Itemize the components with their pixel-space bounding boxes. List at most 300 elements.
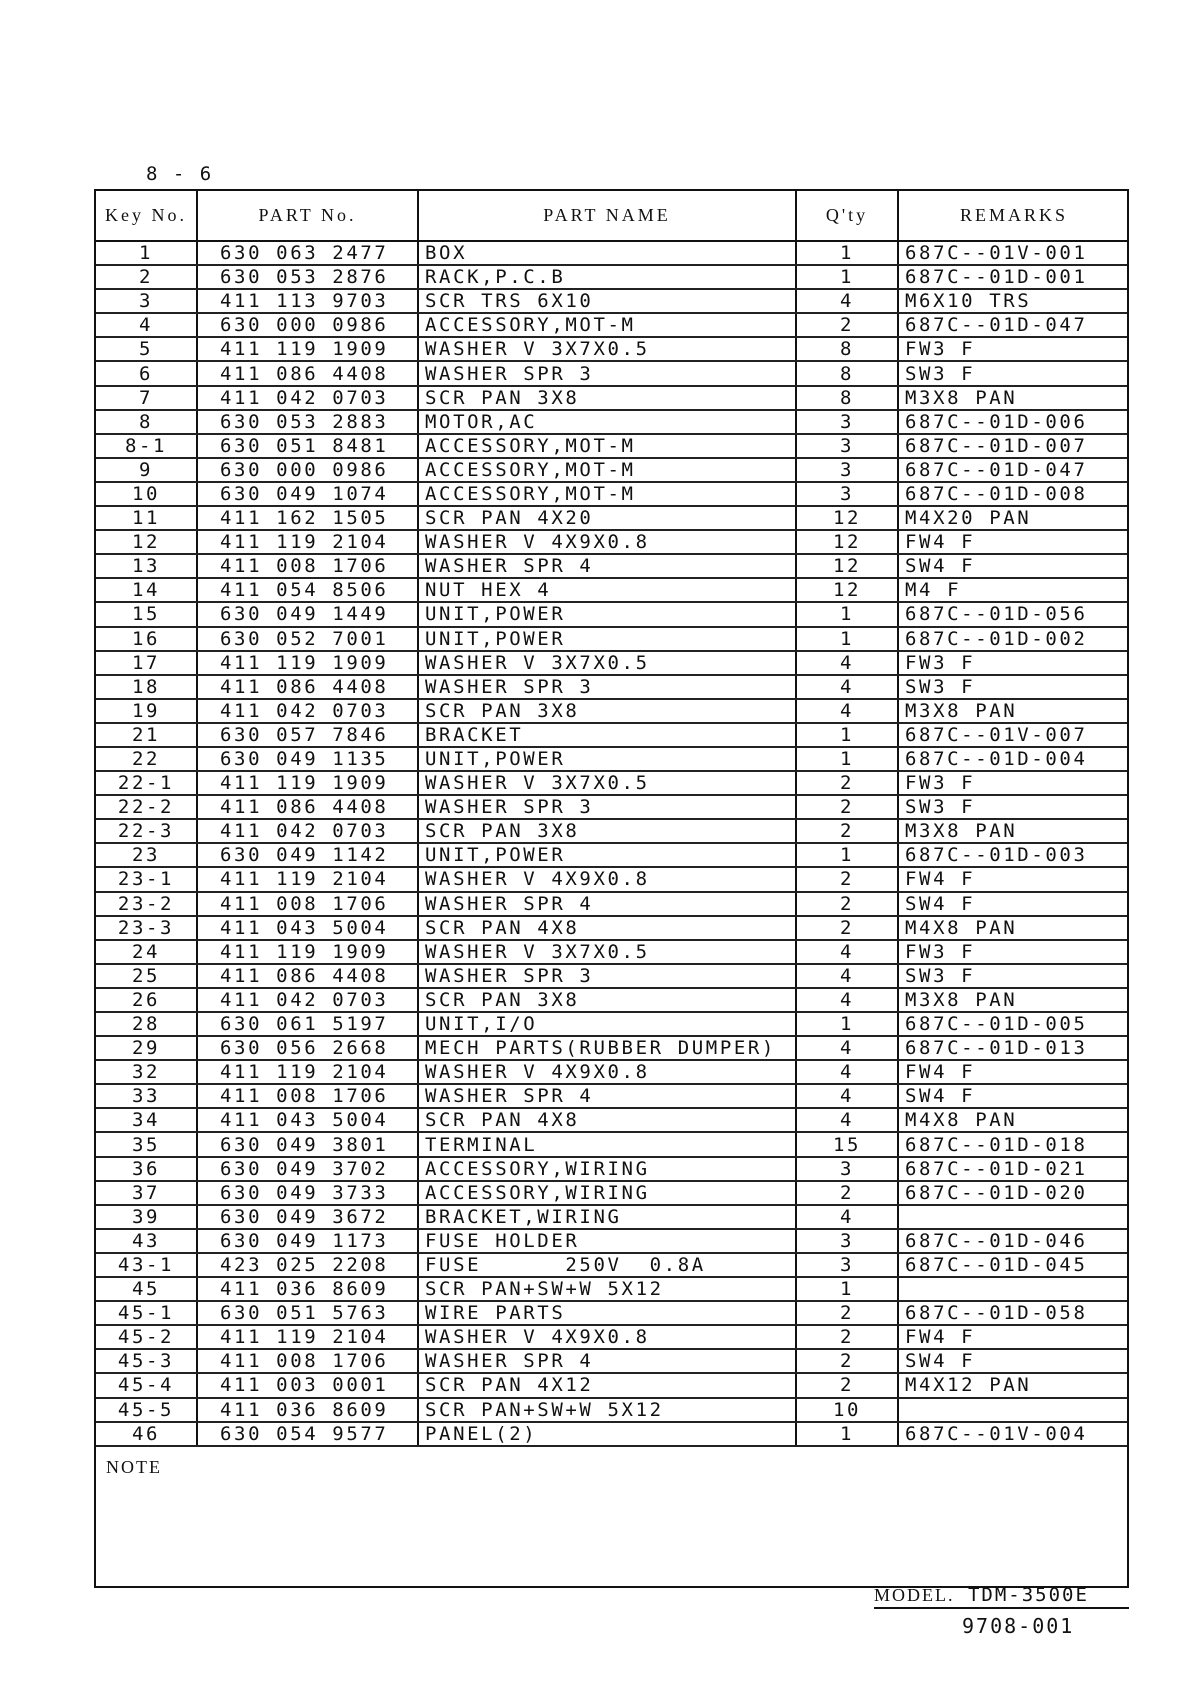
remarks-cell: FW4 F [905,531,976,554]
table-header [96,191,1127,242]
remarks-cell: 687C--01V-001 [905,242,1088,265]
remarks-cell: SW4 F [905,555,976,578]
header-part-no: PART No. [198,191,419,240]
table-row [96,893,1127,917]
table-row [96,1109,1127,1133]
remarks-cell: 687C--01D-047 [905,458,1088,481]
header-remarks: REMARKS [959,205,1069,225]
remarks-cell: M4X12 PAN [905,1374,1032,1397]
part-no-cell: 411 119 2104 [198,1326,419,1348]
qty-cell: 4 [797,941,899,963]
part-name-cell: WASHER V 3X7X0.5 [419,941,797,963]
table-row [96,1399,1127,1423]
key-no-cell: 17 [96,652,198,674]
part-no-cell: 411 008 1706 [198,1085,419,1107]
part-no-cell: 630 049 3801 [198,1133,419,1155]
key-no-cell: 37 [96,1182,198,1204]
remarks-cell: 687C--01D-004 [905,748,1088,771]
qty-cell: 2 [797,820,899,842]
part-no-cell: 630 049 1449 [198,603,419,625]
qty-cell: 3 [797,1254,899,1276]
part-name-cell: WASHER V 3X7X0.5 [419,772,797,794]
table-row [96,1254,1127,1278]
remarks-cell [899,1278,1127,1300]
key-no-cell: 2 [96,266,198,288]
qty-cell: 4 [797,1206,899,1228]
key-no-cell: 22-3 [96,820,198,842]
key-no-cell: 39 [96,1206,198,1228]
part-no-cell: 411 008 1706 [198,1350,419,1372]
part-no-cell: 630 049 1173 [198,1230,419,1252]
qty-cell: 2 [797,314,899,336]
key-no-cell: 23-2 [96,893,198,915]
model-line [874,1584,1129,1609]
part-no-cell: 411 119 1909 [198,652,419,674]
part-no-cell: 411 043 5004 [198,917,419,939]
qty-cell: 2 [797,1302,899,1324]
qty-cell: 12 [797,531,899,553]
key-no-cell: 36 [96,1158,198,1180]
part-no-cell: 630 000 0986 [198,459,419,481]
remarks-cell: M6X10 TRS [905,290,1032,313]
part-name-cell: WASHER SPR 4 [419,1085,797,1107]
qty-cell: 4 [797,1109,899,1131]
qty-cell: 1 [797,748,899,770]
qty-cell: 2 [797,1326,899,1348]
part-no-cell: 411 003 0001 [198,1374,419,1396]
remarks-cell: SW4 F [905,1085,976,1108]
part-name-cell: WASHER V 3X7X0.5 [419,652,797,674]
part-no-cell: 411 042 0703 [198,387,419,409]
qty-cell: 4 [797,989,899,1011]
table-row [96,603,1127,627]
table-row [96,1326,1127,1350]
key-no-cell: 43-1 [96,1254,198,1276]
remarks-cell: M4X8 PAN [905,1109,1018,1132]
remarks-cell: FW3 F [905,772,976,795]
remarks-cell: 687C--01D-021 [905,1157,1088,1180]
part-no-cell: 630 053 2876 [198,266,419,288]
table-row [96,772,1127,796]
key-no-cell: 43 [96,1230,198,1252]
key-no-cell: 15 [96,603,198,625]
qty-cell: 8 [797,387,899,409]
remarks-cell: 687C--01D-013 [905,1037,1088,1060]
part-no-cell: 630 049 3672 [198,1206,419,1228]
key-no-cell: 34 [96,1109,198,1131]
remarks-cell: 687C--01D-020 [905,1181,1088,1204]
remarks-cell: SW3 F [905,964,976,987]
table-row [96,796,1127,820]
part-no-cell: 411 086 4408 [198,965,419,987]
part-name-cell: SCR PAN 3X8 [419,989,797,1011]
key-no-cell: 22-1 [96,772,198,794]
part-name-cell: FUSE HOLDER [419,1230,797,1252]
remarks-cell: 687C--01D-008 [905,482,1088,505]
remarks-cell: M3X8 PAN [905,699,1018,722]
part-no-cell: 630 000 0986 [198,314,419,336]
part-no-cell: 411 119 1909 [198,941,419,963]
qty-cell: 2 [797,1350,899,1372]
part-name-cell: SCR PAN+SW+W 5X12 [419,1278,797,1300]
table-row [96,628,1127,652]
qty-cell: 2 [797,893,899,915]
header-qty: Q'ty [797,191,899,240]
remarks-cell: FW4 F [905,868,976,891]
part-name-cell: WASHER SPR 3 [419,676,797,698]
qty-cell: 10 [797,1399,899,1421]
key-no-cell: 11 [96,507,198,529]
key-no-cell: 23-1 [96,868,198,890]
part-name-cell: SCR PAN 4X8 [419,1109,797,1131]
part-no-cell: 411 036 8609 [198,1399,419,1421]
part-name-cell: BRACKET,WIRING [419,1206,797,1228]
qty-cell: 2 [797,868,899,890]
remarks-cell: M4 F [905,579,962,602]
part-name-cell: PANEL(2) [419,1423,797,1445]
qty-cell: 4 [797,1085,899,1107]
table-row [96,579,1127,603]
header-key-no: Key No. [96,191,198,240]
qty-cell: 1 [797,603,899,625]
key-no-cell: 23-3 [96,917,198,939]
table-row [96,941,1127,965]
part-no-cell: 411 119 1909 [198,772,419,794]
key-no-cell: 45-2 [96,1326,198,1348]
remarks-cell: 687C--01D-001 [905,266,1088,289]
part-name-cell: WASHER SPR 3 [419,965,797,987]
table-row [96,1061,1127,1085]
key-no-cell: 45-3 [96,1350,198,1372]
remarks-cell: M3X8 PAN [905,386,1018,409]
part-name-cell: SCR PAN 3X8 [419,700,797,722]
qty-cell: 3 [797,1230,899,1252]
remarks-cell: SW4 F [905,892,976,915]
key-no-cell: 35 [96,1133,198,1155]
table-row [96,1302,1127,1326]
remarks-cell: 687C--01D-006 [905,410,1088,433]
part-name-cell: ACCESSORY,MOT-M [419,435,797,457]
model-value: TDM-3500E [967,1584,1089,1606]
table-row [96,290,1127,314]
remarks-cell: 687C--01D-045 [905,1253,1088,1276]
part-name-cell: WASHER V 4X9X0.8 [419,531,797,553]
remarks-cell: FW4 F [905,1326,976,1349]
part-name-cell: TERMINAL [419,1133,797,1155]
key-no-cell: 12 [96,531,198,553]
table-row [96,917,1127,941]
table-row [96,1230,1127,1254]
remarks-cell: 687C--01D-003 [905,844,1088,867]
part-name-cell: WASHER SPR 3 [419,362,797,384]
key-no-cell: 24 [96,941,198,963]
part-no-cell: 630 049 1135 [198,748,419,770]
table-row [96,700,1127,724]
qty-cell: 2 [797,917,899,939]
remarks-cell [899,1206,1127,1228]
header-part-name: PART NAME [419,191,797,240]
key-no-cell: 16 [96,628,198,650]
part-no-cell: 411 008 1706 [198,555,419,577]
remarks-cell: M4X8 PAN [905,916,1018,939]
part-no-cell: 630 049 3702 [198,1158,419,1180]
page-number: 8 - 6 [146,163,214,185]
part-no-cell: 630 052 7001 [198,628,419,650]
qty-cell: 1 [797,266,899,288]
part-no-cell: 411 086 4408 [198,362,419,384]
document-code: 9708-001 [962,1614,1075,1638]
table-row [96,1350,1127,1374]
qty-cell: 4 [797,1037,899,1059]
part-name-cell: ACCESSORY,MOT-M [419,314,797,336]
part-no-cell: 411 119 2104 [198,1061,419,1083]
table-row [96,1158,1127,1182]
part-name-cell: SCR PAN 4X12 [419,1374,797,1396]
remarks-cell: 687C--01D-058 [905,1302,1088,1325]
part-no-cell: 411 162 1505 [198,507,419,529]
qty-cell: 3 [797,483,899,505]
part-no-cell: 630 049 3733 [198,1182,419,1204]
table-row [96,362,1127,386]
table-row [96,411,1127,435]
key-no-cell: 23 [96,844,198,866]
table-row [96,989,1127,1013]
part-no-cell: 411 119 2104 [198,868,419,890]
table-row [96,1374,1127,1398]
part-no-cell: 411 042 0703 [198,700,419,722]
table-row [96,844,1127,868]
remarks-cell: FW3 F [905,651,976,674]
part-no-cell: 630 054 9577 [198,1423,419,1445]
key-no-cell: 45-4 [96,1374,198,1396]
part-no-cell: 411 008 1706 [198,893,419,915]
part-name-cell: UNIT,POWER [419,844,797,866]
part-no-cell: 411 119 1909 [198,338,419,360]
key-no-cell: 22 [96,748,198,770]
part-no-cell: 630 049 1074 [198,483,419,505]
key-no-cell: 26 [96,989,198,1011]
table-row [96,820,1127,844]
qty-cell: 4 [797,676,899,698]
part-name-cell: SCR PAN 4X20 [419,507,797,529]
part-name-cell: WASHER V 4X9X0.8 [419,868,797,890]
part-no-cell: 630 049 1142 [198,844,419,866]
part-name-cell: UNIT,I/O [419,1013,797,1035]
parts-list-table [94,189,1129,1588]
qty-cell: 1 [797,628,899,650]
table-row [96,868,1127,892]
part-no-cell: 630 053 2883 [198,411,419,433]
key-no-cell: 46 [96,1423,198,1445]
key-no-cell: 3 [96,290,198,312]
model-label: MODEL. [874,1585,955,1605]
remarks-cell: FW3 F [905,338,976,361]
part-name-cell: WASHER V 4X9X0.8 [419,1326,797,1348]
table-row [96,748,1127,772]
remarks-cell: 687C--01D-005 [905,1013,1088,1036]
remarks-cell: FW3 F [905,940,976,963]
part-no-cell: 411 113 9703 [198,290,419,312]
part-no-cell: 630 051 5763 [198,1302,419,1324]
part-name-cell: UNIT,POWER [419,748,797,770]
note-label: NOTE [106,1457,162,1477]
table-row [96,1182,1127,1206]
table-row [96,387,1127,411]
remarks-cell: FW4 F [905,1061,976,1084]
part-name-cell: WASHER SPR 3 [419,796,797,818]
part-name-cell: ACCESSORY,MOT-M [419,483,797,505]
table-row [96,314,1127,338]
table-row [96,1085,1127,1109]
table-row [96,555,1127,579]
part-name-cell: MECH PARTS(RUBBER DUMPER) [419,1037,797,1059]
qty-cell: 1 [797,844,899,866]
qty-cell: 8 [797,338,899,360]
table-row [96,459,1127,483]
key-no-cell: 29 [96,1037,198,1059]
table-row [96,483,1127,507]
part-name-cell: WIRE PARTS [419,1302,797,1324]
qty-cell: 3 [797,1158,899,1180]
remarks-cell: 687C--01D-056 [905,603,1088,626]
remarks-cell: SW3 F [905,675,976,698]
part-name-cell: SCR PAN+SW+W 5X12 [419,1399,797,1421]
table-row [96,531,1127,555]
part-name-cell: SCR TRS 6X10 [419,290,797,312]
qty-cell: 12 [797,555,899,577]
part-no-cell: 630 051 8481 [198,435,419,457]
table-row [96,1037,1127,1061]
remarks-cell: M3X8 PAN [905,988,1018,1011]
table-row [96,266,1127,290]
table-row [96,652,1127,676]
key-no-cell: 33 [96,1085,198,1107]
qty-cell: 15 [797,1133,899,1155]
qty-cell: 12 [797,579,899,601]
table-row [96,965,1127,989]
table-row [96,724,1127,748]
key-no-cell: 19 [96,700,198,722]
part-no-cell: 630 061 5197 [198,1013,419,1035]
key-no-cell: 18 [96,676,198,698]
part-name-cell: ACCESSORY,MOT-M [419,459,797,481]
key-no-cell: 10 [96,483,198,505]
table-row [96,1206,1127,1230]
part-name-cell: SCR PAN 3X8 [419,820,797,842]
qty-cell: 1 [797,1423,899,1445]
remarks-cell: SW4 F [905,1350,976,1373]
key-no-cell: 45-1 [96,1302,198,1324]
part-name-cell: WASHER V 4X9X0.8 [419,1061,797,1083]
part-name-cell: MOTOR,AC [419,411,797,433]
remarks-cell: SW3 F [905,362,976,385]
part-name-cell: WASHER V 3X7X0.5 [419,338,797,360]
key-no-cell: 28 [96,1013,198,1035]
key-no-cell: 25 [96,965,198,987]
qty-cell: 3 [797,411,899,433]
remarks-cell: 687C--01V-004 [905,1422,1088,1445]
part-no-cell: 411 036 8609 [198,1278,419,1300]
table-row [96,435,1127,459]
table-row [96,1013,1127,1037]
part-no-cell: 630 057 7846 [198,724,419,746]
qty-cell: 3 [797,459,899,481]
key-no-cell: 4 [96,314,198,336]
remarks-cell: 687C--01D-002 [905,627,1088,650]
qty-cell: 2 [797,1374,899,1396]
part-no-cell: 411 043 5004 [198,1109,419,1131]
part-no-cell: 423 025 2208 [198,1254,419,1276]
qty-cell: 1 [797,1013,899,1035]
qty-cell: 4 [797,290,899,312]
part-no-cell: 630 063 2477 [198,242,419,264]
part-name-cell: WASHER SPR 4 [419,893,797,915]
key-no-cell: 22-2 [96,796,198,818]
remarks-cell: 687C--01D-046 [905,1229,1088,1252]
key-no-cell: 14 [96,579,198,601]
key-no-cell: 45 [96,1278,198,1300]
part-name-cell: BOX [419,242,797,264]
remarks-cell: SW3 F [905,796,976,819]
key-no-cell: 21 [96,724,198,746]
part-name-cell: BRACKET [419,724,797,746]
part-name-cell: UNIT,POWER [419,628,797,650]
part-name-cell: FUSE 250V 0.8A [419,1254,797,1276]
qty-cell: 2 [797,1182,899,1204]
key-no-cell: 45-5 [96,1399,198,1421]
key-no-cell: 8 [96,411,198,433]
part-no-cell: 411 054 8506 [198,579,419,601]
table-row [96,1133,1127,1157]
key-no-cell: 8-1 [96,435,198,457]
remarks-cell: 687C--01V-007 [905,723,1088,746]
qty-cell: 12 [797,507,899,529]
qty-cell: 2 [797,772,899,794]
part-name-cell: ACCESSORY,WIRING [419,1182,797,1204]
part-no-cell: 411 119 2104 [198,531,419,553]
key-no-cell: 32 [96,1061,198,1083]
part-no-cell: 630 056 2668 [198,1037,419,1059]
key-no-cell: 6 [96,362,198,384]
part-name-cell: SCR PAN 4X8 [419,917,797,939]
key-no-cell: 5 [96,338,198,360]
qty-cell: 4 [797,700,899,722]
part-name-cell: WASHER SPR 4 [419,1350,797,1372]
part-no-cell: 411 042 0703 [198,820,419,842]
key-no-cell: 13 [96,555,198,577]
part-name-cell: UNIT,POWER [419,603,797,625]
part-name-cell: NUT HEX 4 [419,579,797,601]
remarks-cell: 687C--01D-007 [905,434,1088,457]
qty-cell: 4 [797,1061,899,1083]
part-name-cell: WASHER SPR 4 [419,555,797,577]
remarks-cell: 687C--01D-047 [905,314,1088,337]
part-no-cell: 411 086 4408 [198,676,419,698]
qty-cell: 4 [797,965,899,987]
table-row [96,507,1127,531]
table-row [96,1278,1127,1302]
remarks-cell: 687C--01D-018 [905,1133,1088,1156]
part-name-cell: SCR PAN 3X8 [419,387,797,409]
qty-cell: 1 [797,242,899,264]
remarks-cell: M3X8 PAN [905,820,1018,843]
key-no-cell: 7 [96,387,198,409]
table-row [96,1423,1127,1447]
qty-cell: 1 [797,724,899,746]
table-body [96,242,1127,1447]
qty-cell: 8 [797,362,899,384]
remarks-cell: M4X20 PAN [905,507,1032,530]
